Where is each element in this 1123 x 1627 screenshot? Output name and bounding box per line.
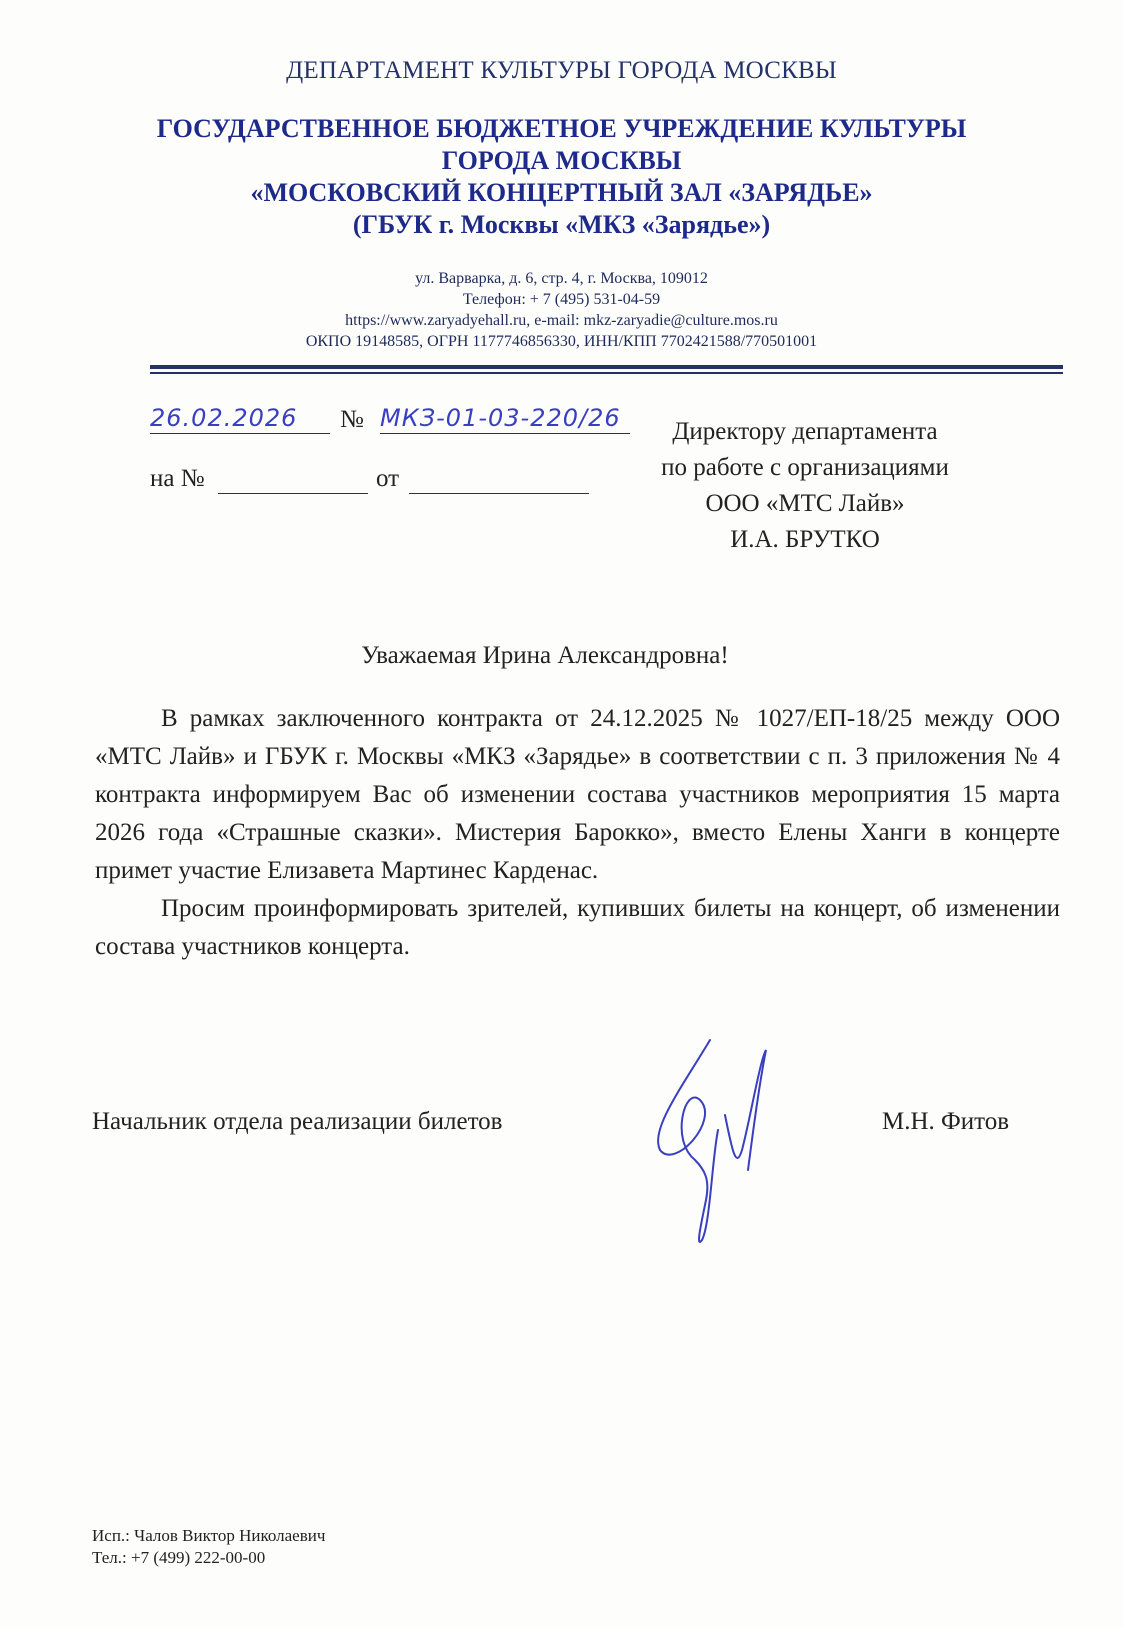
addressee-line-4: И.А. БРУТКО: [730, 526, 880, 553]
registration-date: 26.02.2026: [150, 404, 330, 434]
org-line-3: «МОСКОВСКИЙ КОНЦЕРТНЫЙ ЗАЛ «ЗАРЯДЬЕ»: [250, 178, 873, 207]
letter-body: [95, 700, 1060, 966]
signatory-title: Начальник отдела реализации билетов: [92, 1108, 503, 1135]
registration-number-label: №: [340, 406, 364, 433]
executor-name: Исп.: Чалов Виктор Николаевич: [92, 1526, 326, 1545]
reply-number-blank: [218, 493, 368, 494]
header-divider-thin: [150, 372, 1063, 374]
addressee-line-1: Директору департамента: [672, 418, 938, 445]
signatory-name: М.Н. Фитов: [882, 1108, 1010, 1135]
reply-number-label: на №: [150, 465, 205, 492]
reply-date-blank: [409, 493, 589, 494]
reply-date-label: от: [376, 465, 400, 492]
greeting: Уважаемая Ирина Александровна!: [361, 642, 729, 669]
addressee-block: [640, 414, 970, 558]
executor-info: [92, 1525, 325, 1569]
reply-reference: [150, 465, 650, 501]
org-line-4: (ГБУК г. Москвы «МКЗ «Зарядье»): [352, 210, 771, 239]
paragraph-2: Просим проинформировать зрителей, купивших билеты на концерт, об изменении состава участников концерта.: [95, 895, 1060, 960]
org-line-1: ГОСУДАРСТВЕННОЕ БЮДЖЕТНОЕ УЧРЕЖДЕНИЕ КУЛЬТУРЫ: [156, 114, 967, 143]
handwritten-signature: [640, 1020, 790, 1260]
org-line-2: ГОРОДА МОСКВЫ: [441, 146, 682, 175]
addressee-line-3: ООО «МТС Лайв»: [705, 490, 905, 517]
organization-name: [0, 113, 1123, 241]
phone: Телефон: + 7 (495) 531-04-59: [462, 291, 661, 308]
registry-codes: ОКПО 19148585, ОГРН 1177746856330, ИНН/КПП 7702421588/770501001: [305, 333, 818, 350]
paragraph-1: В рамках заключенного контракта от 24.12.2025 № 1027/ЕП-18/25 между ООО «МТС Лайв» и ГБУК г. Москвы «МКЗ «Зарядье» в соответствии с п. 3 приложения № 4 контракта информируем Вас об изменении состава участников мероприятия 15 марта 2026 года «Страшные сказки». Мистерия Барокко», вместо Елены Ханги в концерте примет участие Елизавета Мартинес Карденас.: [95, 705, 1060, 884]
header-divider-thick: [150, 365, 1063, 369]
registration-line: [150, 404, 650, 440]
address: ул. Варварка, д. 6, стр. 4, г. Москва, 109012: [415, 270, 708, 287]
web-email: https://www.zaryadyehall.ru, e-mail: mkz-zaryadie@culture.mos.ru: [345, 312, 778, 329]
department-name: ДЕПАРТАМЕНТ КУЛЬТУРЫ ГОРОДА МОСКВЫ: [286, 57, 837, 84]
contact-details: [0, 268, 1123, 352]
addressee-line-2: по работе с организациями: [661, 454, 949, 481]
registration-number: МКЗ-01-03-220/26: [380, 404, 630, 434]
executor-phone: Тел.: +7 (499) 222-00-00: [92, 1548, 266, 1567]
